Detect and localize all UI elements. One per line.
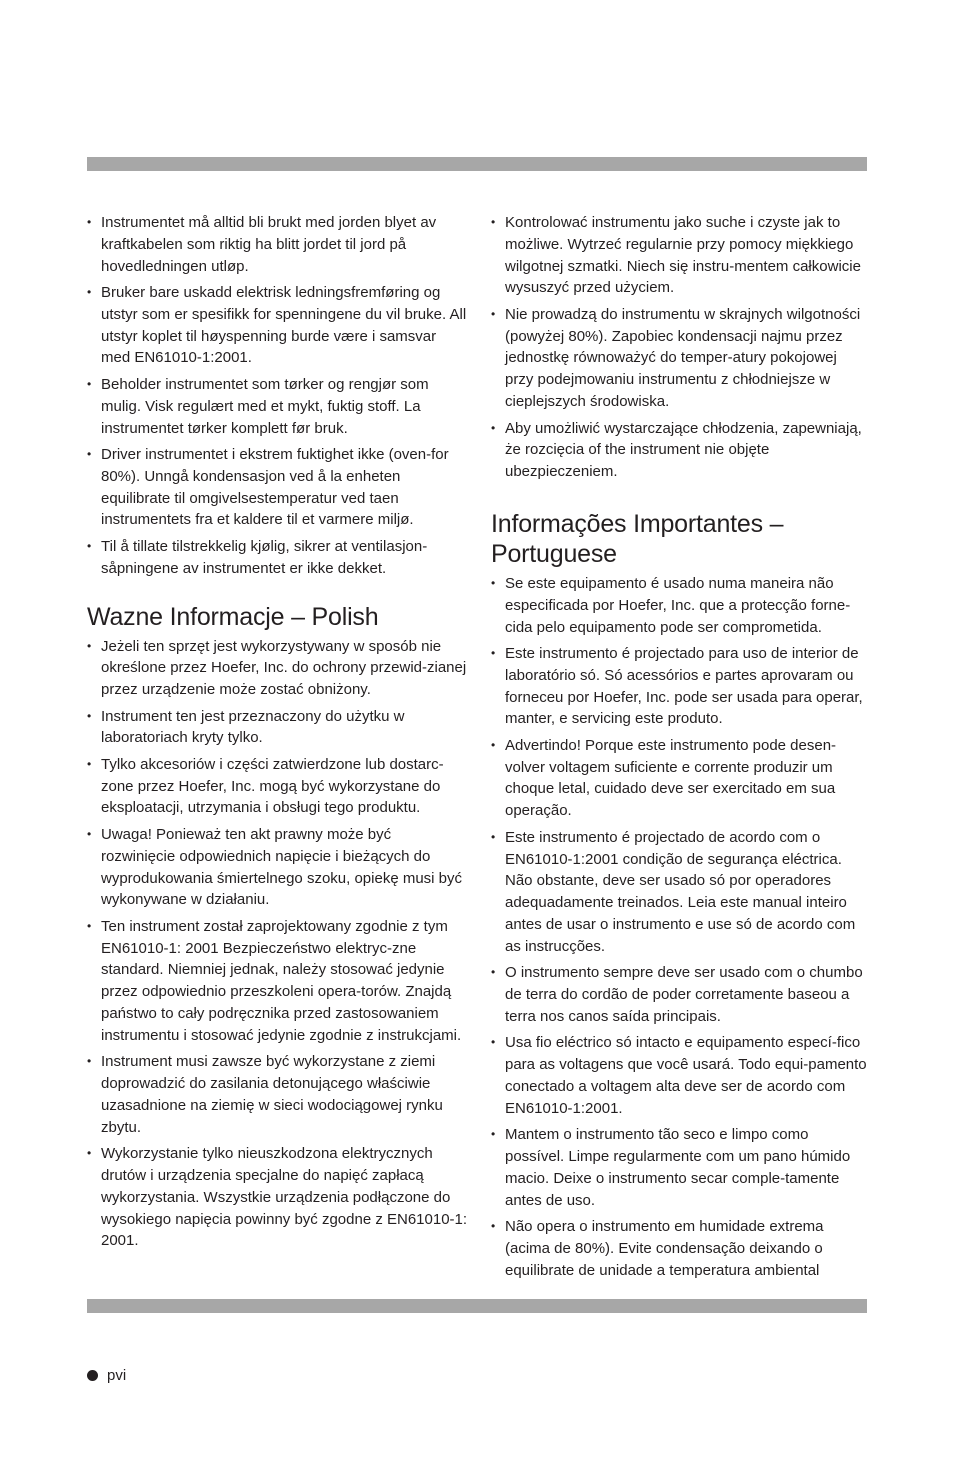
list-item: • Não opera o instrumento em humidade extrema (acima de 80%). Evite condensação deixando o equilibrate de unidade a temperatura ambiental — [491, 1216, 869, 1281]
norwegian-list — [87, 212, 469, 580]
left-column — [87, 212, 469, 1257]
list-item: • Ten instrument został zaprojektowany zgodnie z tym EN61010-1: 2001 Bezpieczeństwo elektryc-zne standard. Niemniej jednak, należy stosować jedynie przez odpowiednio przeszkoleni opera-torów. Znajdą państwo to cały podręcznika przed zastosowaniem instrumentu i stosować jedynie zgodnie z instrukcjami. — [87, 916, 469, 1047]
polish-list-continued — [491, 212, 869, 483]
polish-list — [87, 636, 469, 1253]
page-footer — [87, 1367, 126, 1384]
page-number: pvi — [107, 1367, 127, 1384]
portuguese-heading: Informações Importantes – Portuguese — [491, 509, 784, 568]
portuguese-list — [491, 573, 869, 1282]
list-item: • Uwaga! Ponieważ ten akt prawny może być rozwinięcie odpowiednich napięcie i bieżących do wyprodukowania śmiertelnego szoku, opiekę musi być wykonywane w działaniu. — [87, 824, 469, 911]
list-item: • Se este equipamento é usado numa maneira não especificada por Hoefer, Inc. que a protecção forne-cida pelo equipamento pode ser comprometida. — [491, 573, 869, 638]
list-item: • Jeżeli ten sprzęt jest wykorzystywany w sposób nie określone przez Hoefer, Inc. do ochrony przewid-zianej przez urządzenie może zostać obniżony. — [87, 636, 469, 701]
list-item: • Este instrumento é projectado de acordo com o EN61010-1:2001 condição de segurança eléctrica. Não obstante, deve ser usado só por operadores adequadamente treinados. Leia este manual inteiro antes de usar o instrumento e use só de acordo com as instrucções. — [491, 827, 869, 958]
list-item: • Instrumentet må alltid bli brukt med jorden blyet av kraftkabelen som riktig ha blitt jordet til jord på hovedledningen utløp. — [87, 212, 469, 277]
list-item: • Usa fio eléctrico só intacto e equipamento especí-fico para as voltagens que você usará. Todo equi-pamento conectado a voltagem alta deve ser de acordo com EN61010-1:2001. — [491, 1032, 869, 1119]
bullet-dot-icon — [87, 1370, 98, 1381]
list-item: • Wykorzystanie tylko nieuszkodzona elektrycznych drutów i urządzenia specjalne do napięć zapłacą wykorzystania. Wszystkie urządzenia podłączone do wysokiego napięcia powinny być zgodne z EN61010-1: 2001. — [87, 1143, 469, 1252]
bottom-rule — [87, 1299, 867, 1313]
polish-heading: Wazne Informacje – Polish — [87, 602, 379, 631]
list-item: • Este instrumento é projectado para uso de interior de laboratório só. Só acessórios e partes aprovaram ou forneceu por Hoefer, Inc. pode ser usada para operar, manter, e servicing este produto. — [491, 643, 869, 730]
list-item: • Nie prowadzą do instrumentu w skrajnych wilgotności (powyżej 80%). Zapobiec kondensacji najmu przez jednostkę równoważyć do temper-atury pokojowej przy podejmowaniu instrumentu z chłodniejsze w cieplejszych środowiska. — [491, 304, 869, 413]
right-column — [491, 212, 869, 1286]
list-item: • Kontrolować instrumentu jako suche i czyste jak to możliwe. Wytrzeć regularnie przy pomocy miękkiego wilgotnej szmatki. Niech się instru-mentem całkowicie wysuszyć przed użyciem. — [491, 212, 869, 299]
list-item: • O instrumento sempre deve ser usado com o chumbo de terra do cordão de poder corretamente baseou a terra nos canos saída principais. — [491, 962, 869, 1027]
list-item: • Bruker bare uskadd elektrisk ledningsfremføring og utstyr som er spesifikk for spenningene du vil bruke. All utstyr koplet til høyspenning burde være i samsvar med EN61010-1:2001. — [87, 282, 469, 369]
list-item: • Aby umożliwić wystarczające chłodzenia, zapewniają, że rozcięcia of the instrument nie objęte ubezpieczeniem. — [491, 418, 869, 483]
list-item: • Driver instrumentet i ekstrem fuktighet ikke (oven-for 80%). Unngå kondensasjon ved å la enheten equilibrate til omgivelsestemperatur ved taen instrumentets fra et kaldere til et varmere miljø. — [87, 444, 469, 531]
list-item: • Tylko akcesoriów i części zatwierdzone lub dostarc-zone przez Hoefer, Inc. mogą być wykorzystane do eksploatacji, utrzymania i obsługi tego produktu. — [87, 754, 469, 819]
top-rule — [87, 157, 867, 171]
list-item: • Mantem o instrumento tão seco e limpo como possível. Limpe regularmente com um pano húmido macio. Deixe o instrumento secar comple-tamente antes de uso. — [491, 1124, 869, 1211]
list-item: • Beholder instrumentet som tørker og rengjør som mulig. Visk regulært med et mykt, fuktig stoff. La instrumentet tørker komplett før bruk. — [87, 374, 469, 439]
list-item: • Til å tillate tilstrekkelig kjølig, sikrer at ventilasjon-såpningene av instrumentet er ikke dekket. — [87, 536, 469, 580]
list-item: • Instrument ten jest przeznaczony do użytku w laboratoriach kryty tylko. — [87, 706, 469, 750]
list-item: • Instrument musi zawsze być wykorzystane z ziemi doprowadzić do zasilania detonującego właściwie uzasadnione na ziemię w sieci wodociągowej rynku zbytu. — [87, 1051, 469, 1138]
list-item: • Advertindo! Porque este instrumento pode desen-volver voltagem suficiente e corrente produzir um choque letal, cuidado deve ser exercitado em sua operação. — [491, 735, 869, 822]
